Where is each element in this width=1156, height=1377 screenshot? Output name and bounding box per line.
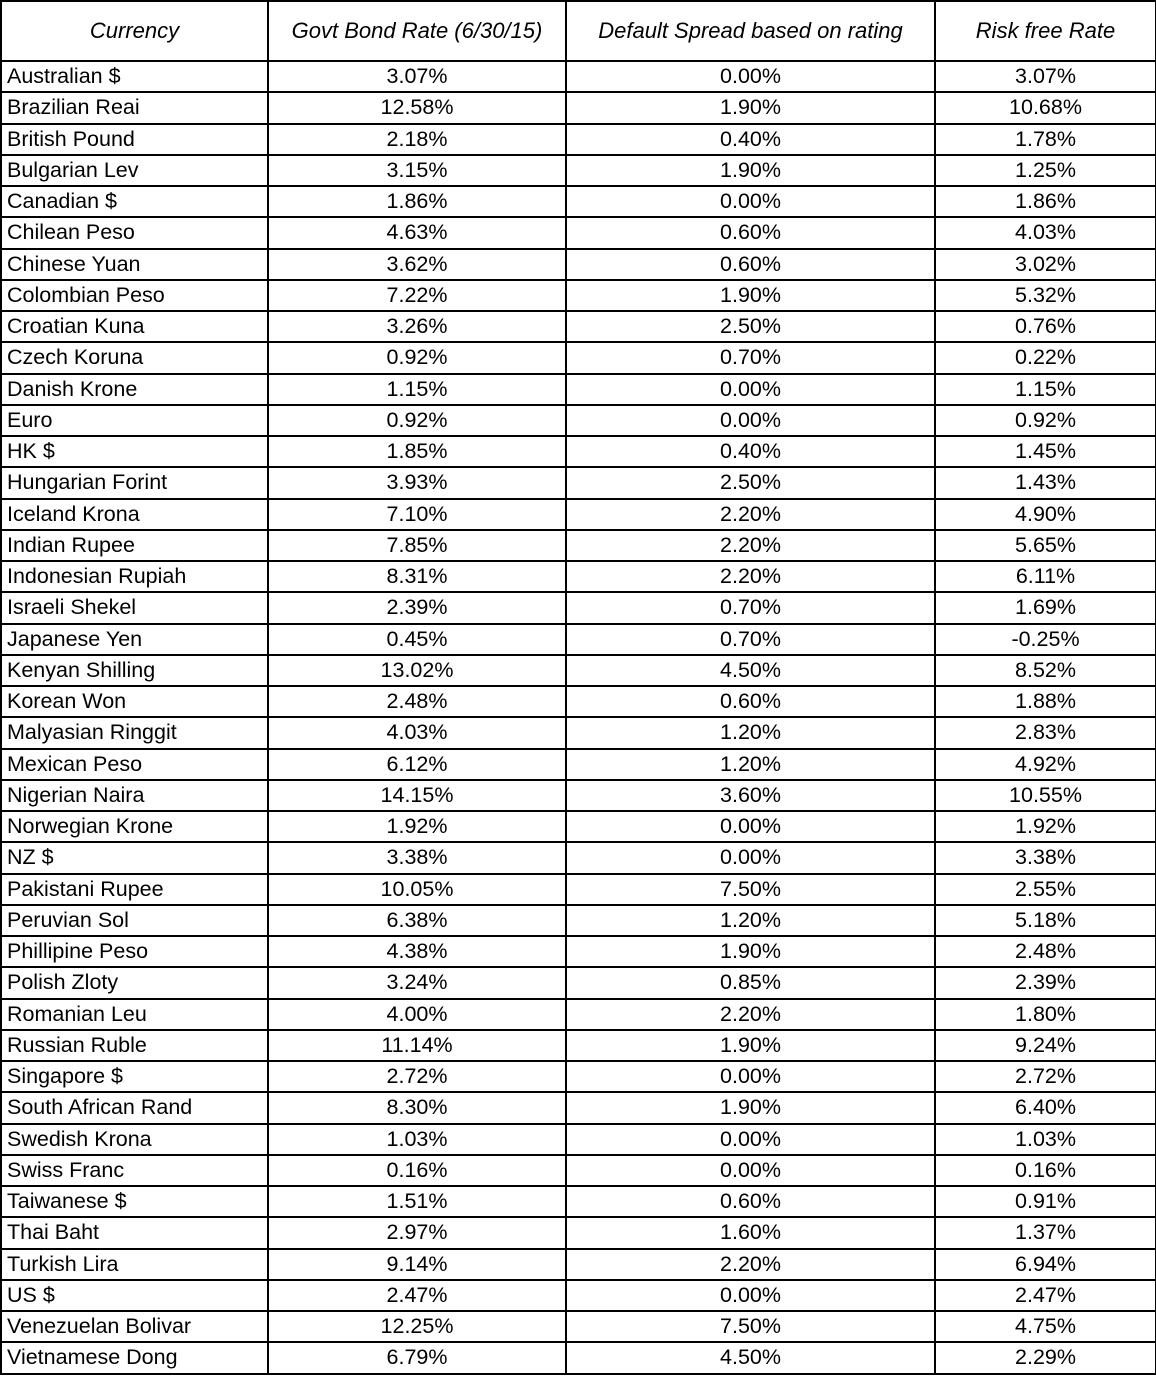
default-spread-cell: 7.50% bbox=[566, 1311, 935, 1342]
header-row bbox=[1, 1, 1156, 61]
govt-bond-rate-cell: 1.15% bbox=[268, 374, 566, 405]
default-spread-cell: 0.85% bbox=[566, 967, 935, 998]
table-row bbox=[1, 1030, 1156, 1061]
table-row bbox=[1, 186, 1156, 217]
currency-cell: Phillipine Peso bbox=[1, 936, 268, 967]
govt-bond-rate-cell: 6.38% bbox=[268, 905, 566, 936]
govt-bond-rate-cell: 7.85% bbox=[268, 530, 566, 561]
risk-free-rate-cell: 1.15% bbox=[935, 374, 1156, 405]
currency-cell: Croatian Kuna bbox=[1, 311, 268, 342]
table-row bbox=[1, 655, 1156, 686]
currency-cell: Israeli Shekel bbox=[1, 592, 268, 623]
risk-free-rate-cell: 1.43% bbox=[935, 467, 1156, 498]
govt-bond-rate-cell: 8.30% bbox=[268, 1092, 566, 1123]
risk-free-rate-cell: 4.75% bbox=[935, 1311, 1156, 1342]
risk-free-rate-cell: 6.94% bbox=[935, 1249, 1156, 1280]
risk-free-rate-cell: 1.88% bbox=[935, 686, 1156, 717]
risk-free-rate-cell: 3.02% bbox=[935, 249, 1156, 280]
default-spread-cell: 1.20% bbox=[566, 749, 935, 780]
currency-cell: Chinese Yuan bbox=[1, 249, 268, 280]
default-spread-cell: 1.20% bbox=[566, 717, 935, 748]
risk-free-rate-cell: 9.24% bbox=[935, 1030, 1156, 1061]
currency-cell: Swedish Krona bbox=[1, 1124, 268, 1155]
currency-cell: Iceland Krona bbox=[1, 499, 268, 530]
govt-bond-rate-cell: 3.62% bbox=[268, 249, 566, 280]
currency-cell: Czech Koruna bbox=[1, 342, 268, 373]
risk-free-rate-cell: 2.55% bbox=[935, 874, 1156, 905]
default-spread-cell: 0.60% bbox=[566, 217, 935, 248]
table-row bbox=[1, 1249, 1156, 1280]
govt-bond-rate-cell: 3.38% bbox=[268, 842, 566, 873]
table-row bbox=[1, 1217, 1156, 1248]
table-row bbox=[1, 624, 1156, 655]
risk-free-rate-cell: 4.92% bbox=[935, 749, 1156, 780]
default-spread-cell: 0.00% bbox=[566, 1061, 935, 1092]
govt-bond-rate-cell: 1.85% bbox=[268, 436, 566, 467]
table-body bbox=[1, 61, 1156, 1374]
risk-free-rate-cell: 4.90% bbox=[935, 499, 1156, 530]
table-row bbox=[1, 342, 1156, 373]
risk-free-rate-cell: 5.32% bbox=[935, 280, 1156, 311]
risk-free-rate-cell: 0.92% bbox=[935, 405, 1156, 436]
govt-bond-rate-cell: 11.14% bbox=[268, 1030, 566, 1061]
currency-cell: Australian $ bbox=[1, 61, 268, 92]
table-row bbox=[1, 1186, 1156, 1217]
currency-cell: Korean Won bbox=[1, 686, 268, 717]
currency-cell: Chilean Peso bbox=[1, 217, 268, 248]
default-spread-cell: 1.90% bbox=[566, 92, 935, 123]
currency-cell: Turkish Lira bbox=[1, 1249, 268, 1280]
table-row bbox=[1, 499, 1156, 530]
govt-bond-rate-cell: 3.15% bbox=[268, 155, 566, 186]
currency-cell: Swiss Franc bbox=[1, 1155, 268, 1186]
header-currency: Currency bbox=[1, 1, 268, 61]
default-spread-cell: 1.90% bbox=[566, 155, 935, 186]
risk-free-rate-cell: 1.45% bbox=[935, 436, 1156, 467]
govt-bond-rate-cell: 6.12% bbox=[268, 749, 566, 780]
table-row bbox=[1, 874, 1156, 905]
govt-bond-rate-cell: 6.79% bbox=[268, 1342, 566, 1373]
govt-bond-rate-cell: 1.86% bbox=[268, 186, 566, 217]
currency-cell: Canadian $ bbox=[1, 186, 268, 217]
currency-cell: Indonesian Rupiah bbox=[1, 561, 268, 592]
table-row bbox=[1, 436, 1156, 467]
table-row bbox=[1, 1092, 1156, 1123]
risk-free-rate-cell: 2.29% bbox=[935, 1342, 1156, 1373]
risk-free-rate-cell: 1.69% bbox=[935, 592, 1156, 623]
govt-bond-rate-cell: 4.03% bbox=[268, 717, 566, 748]
currency-cell: Thai Baht bbox=[1, 1217, 268, 1248]
govt-bond-rate-cell: 1.92% bbox=[268, 811, 566, 842]
table-row bbox=[1, 842, 1156, 873]
govt-bond-rate-cell: 4.63% bbox=[268, 217, 566, 248]
table-row bbox=[1, 61, 1156, 92]
default-spread-cell: 1.90% bbox=[566, 1030, 935, 1061]
risk-free-rate-cell: 0.91% bbox=[935, 1186, 1156, 1217]
govt-bond-rate-cell: 3.24% bbox=[268, 967, 566, 998]
default-spread-cell: 1.90% bbox=[566, 936, 935, 967]
govt-bond-rate-cell: 0.16% bbox=[268, 1155, 566, 1186]
govt-bond-rate-cell: 4.38% bbox=[268, 936, 566, 967]
table-row bbox=[1, 592, 1156, 623]
default-spread-cell: 2.20% bbox=[566, 530, 935, 561]
currency-cell: Romanian Leu bbox=[1, 999, 268, 1030]
default-spread-cell: 2.20% bbox=[566, 1249, 935, 1280]
govt-bond-rate-cell: 0.92% bbox=[268, 405, 566, 436]
default-spread-cell: 0.00% bbox=[566, 1155, 935, 1186]
currency-cell: Taiwanese $ bbox=[1, 1186, 268, 1217]
risk-free-rate-cell: 3.38% bbox=[935, 842, 1156, 873]
default-spread-cell: 3.60% bbox=[566, 780, 935, 811]
risk-free-rate-cell: 1.03% bbox=[935, 1124, 1156, 1155]
table-row bbox=[1, 217, 1156, 248]
default-spread-cell: 0.70% bbox=[566, 592, 935, 623]
table-row bbox=[1, 999, 1156, 1030]
currency-cell: Vietnamese Dong bbox=[1, 1342, 268, 1373]
risk-free-rate-cell: 1.92% bbox=[935, 811, 1156, 842]
table-row bbox=[1, 967, 1156, 998]
default-spread-cell: 0.60% bbox=[566, 686, 935, 717]
currency-cell: NZ $ bbox=[1, 842, 268, 873]
header-govt-bond-rate: Govt Bond Rate (6/30/15) bbox=[268, 1, 566, 61]
risk-free-rate-cell: 0.76% bbox=[935, 311, 1156, 342]
currency-cell: HK $ bbox=[1, 436, 268, 467]
table-row bbox=[1, 1311, 1156, 1342]
table-row bbox=[1, 780, 1156, 811]
default-spread-cell: 1.90% bbox=[566, 280, 935, 311]
default-spread-cell: 1.60% bbox=[566, 1217, 935, 1248]
risk-free-rate-cell: 1.37% bbox=[935, 1217, 1156, 1248]
default-spread-cell: 0.40% bbox=[566, 124, 935, 155]
currency-cell: US $ bbox=[1, 1280, 268, 1311]
govt-bond-rate-cell: 9.14% bbox=[268, 1249, 566, 1280]
table-row bbox=[1, 124, 1156, 155]
currency-cell: Russian Ruble bbox=[1, 1030, 268, 1061]
govt-bond-rate-cell: 2.97% bbox=[268, 1217, 566, 1248]
default-spread-cell: 2.20% bbox=[566, 499, 935, 530]
currency-cell: British Pound bbox=[1, 124, 268, 155]
table-row bbox=[1, 280, 1156, 311]
default-spread-cell: 0.60% bbox=[566, 249, 935, 280]
risk-free-rate-cell: 10.68% bbox=[935, 92, 1156, 123]
default-spread-cell: 4.50% bbox=[566, 1342, 935, 1373]
govt-bond-rate-cell: 14.15% bbox=[268, 780, 566, 811]
currency-cell: Mexican Peso bbox=[1, 749, 268, 780]
table-row bbox=[1, 1280, 1156, 1311]
currency-cell: South African Rand bbox=[1, 1092, 268, 1123]
default-spread-cell: 2.20% bbox=[566, 999, 935, 1030]
currency-cell: Norwegian Krone bbox=[1, 811, 268, 842]
risk-free-rate-cell: 2.83% bbox=[935, 717, 1156, 748]
currency-cell: Pakistani Rupee bbox=[1, 874, 268, 905]
default-spread-cell: 0.70% bbox=[566, 624, 935, 655]
risk-free-rate-cell: 3.07% bbox=[935, 61, 1156, 92]
default-spread-cell: 0.00% bbox=[566, 811, 935, 842]
default-spread-cell: 7.50% bbox=[566, 874, 935, 905]
default-spread-cell: 2.50% bbox=[566, 467, 935, 498]
table-row bbox=[1, 936, 1156, 967]
risk-free-rate-cell: 2.47% bbox=[935, 1280, 1156, 1311]
currency-cell: Singapore $ bbox=[1, 1061, 268, 1092]
default-spread-cell: 4.50% bbox=[566, 655, 935, 686]
currency-cell: Bulgarian Lev bbox=[1, 155, 268, 186]
govt-bond-rate-cell: 12.25% bbox=[268, 1311, 566, 1342]
govt-bond-rate-cell: 8.31% bbox=[268, 561, 566, 592]
govt-bond-rate-cell: 2.47% bbox=[268, 1280, 566, 1311]
govt-bond-rate-cell: 13.02% bbox=[268, 655, 566, 686]
currency-cell: Brazilian Reai bbox=[1, 92, 268, 123]
risk-free-rate-cell: 10.55% bbox=[935, 780, 1156, 811]
default-spread-cell: 2.20% bbox=[566, 561, 935, 592]
table-row bbox=[1, 905, 1156, 936]
govt-bond-rate-cell: 1.03% bbox=[268, 1124, 566, 1155]
currency-cell: Peruvian Sol bbox=[1, 905, 268, 936]
currency-cell: Euro bbox=[1, 405, 268, 436]
risk-free-rate-cell: 2.72% bbox=[935, 1061, 1156, 1092]
default-spread-cell: 0.00% bbox=[566, 1124, 935, 1155]
govt-bond-rate-cell: 0.45% bbox=[268, 624, 566, 655]
header-risk-free-rate: Risk free Rate bbox=[935, 1, 1156, 61]
default-spread-cell: 0.40% bbox=[566, 436, 935, 467]
default-spread-cell: 0.00% bbox=[566, 61, 935, 92]
table-row bbox=[1, 717, 1156, 748]
risk-free-rate-cell: 2.39% bbox=[935, 967, 1156, 998]
govt-bond-rate-cell: 7.10% bbox=[268, 499, 566, 530]
risk-free-rate-cell: 0.22% bbox=[935, 342, 1156, 373]
table-row bbox=[1, 530, 1156, 561]
risk-free-rate-cell: 0.16% bbox=[935, 1155, 1156, 1186]
table-row bbox=[1, 374, 1156, 405]
risk-free-rate-cell: 8.52% bbox=[935, 655, 1156, 686]
govt-bond-rate-cell: 2.48% bbox=[268, 686, 566, 717]
default-spread-cell: 0.00% bbox=[566, 186, 935, 217]
currency-cell: Malyasian Ringgit bbox=[1, 717, 268, 748]
govt-bond-rate-cell: 1.51% bbox=[268, 1186, 566, 1217]
currency-cell: Kenyan Shilling bbox=[1, 655, 268, 686]
govt-bond-rate-cell: 2.72% bbox=[268, 1061, 566, 1092]
table-row bbox=[1, 811, 1156, 842]
table-row bbox=[1, 405, 1156, 436]
risk-free-rate-cell: 5.65% bbox=[935, 530, 1156, 561]
risk-free-rate-cell: 2.48% bbox=[935, 936, 1156, 967]
currency-cell: Nigerian Naira bbox=[1, 780, 268, 811]
risk-free-rate-cell: 6.11% bbox=[935, 561, 1156, 592]
risk-free-rate-cell: 5.18% bbox=[935, 905, 1156, 936]
default-spread-cell: 0.00% bbox=[566, 842, 935, 873]
risk-free-rate-cell: 1.86% bbox=[935, 186, 1156, 217]
default-spread-cell: 2.50% bbox=[566, 311, 935, 342]
default-spread-cell: 0.70% bbox=[566, 342, 935, 373]
currency-cell: Indian Rupee bbox=[1, 530, 268, 561]
table-row bbox=[1, 249, 1156, 280]
risk-free-rate-cell: 1.25% bbox=[935, 155, 1156, 186]
currency-cell: Danish Krone bbox=[1, 374, 268, 405]
govt-bond-rate-cell: 10.05% bbox=[268, 874, 566, 905]
table-row bbox=[1, 1124, 1156, 1155]
table-row bbox=[1, 92, 1156, 123]
govt-bond-rate-cell: 4.00% bbox=[268, 999, 566, 1030]
govt-bond-rate-cell: 12.58% bbox=[268, 92, 566, 123]
table-row bbox=[1, 561, 1156, 592]
table-row bbox=[1, 1342, 1156, 1373]
govt-bond-rate-cell: 3.07% bbox=[268, 61, 566, 92]
table-row bbox=[1, 311, 1156, 342]
header-default-spread: Default Spread based on rating bbox=[566, 1, 935, 61]
default-spread-cell: 1.90% bbox=[566, 1092, 935, 1123]
govt-bond-rate-cell: 3.26% bbox=[268, 311, 566, 342]
risk-free-rate-cell: 1.80% bbox=[935, 999, 1156, 1030]
govt-bond-rate-cell: 0.92% bbox=[268, 342, 566, 373]
table-row bbox=[1, 467, 1156, 498]
currency-cell: Venezuelan Bolivar bbox=[1, 1311, 268, 1342]
table-row bbox=[1, 686, 1156, 717]
govt-bond-rate-cell: 2.18% bbox=[268, 124, 566, 155]
currency-cell: Polish Zloty bbox=[1, 967, 268, 998]
default-spread-cell: 0.00% bbox=[566, 405, 935, 436]
govt-bond-rate-cell: 7.22% bbox=[268, 280, 566, 311]
table-row bbox=[1, 155, 1156, 186]
currency-cell: Japanese Yen bbox=[1, 624, 268, 655]
default-spread-cell: 1.20% bbox=[566, 905, 935, 936]
default-spread-cell: 0.00% bbox=[566, 1280, 935, 1311]
table-row bbox=[1, 1061, 1156, 1092]
default-spread-cell: 0.00% bbox=[566, 374, 935, 405]
currency-cell: Colombian Peso bbox=[1, 280, 268, 311]
risk-free-rate-cell: 1.78% bbox=[935, 124, 1156, 155]
govt-bond-rate-cell: 3.93% bbox=[268, 467, 566, 498]
currency-cell: Hungarian Forint bbox=[1, 467, 268, 498]
default-spread-cell: 0.60% bbox=[566, 1186, 935, 1217]
table-row bbox=[1, 749, 1156, 780]
table-row bbox=[1, 1155, 1156, 1186]
risk-free-rate-cell: -0.25% bbox=[935, 624, 1156, 655]
risk-free-rate-cell: 6.40% bbox=[935, 1092, 1156, 1123]
risk-free-rate-cell: 4.03% bbox=[935, 217, 1156, 248]
govt-bond-rate-cell: 2.39% bbox=[268, 592, 566, 623]
